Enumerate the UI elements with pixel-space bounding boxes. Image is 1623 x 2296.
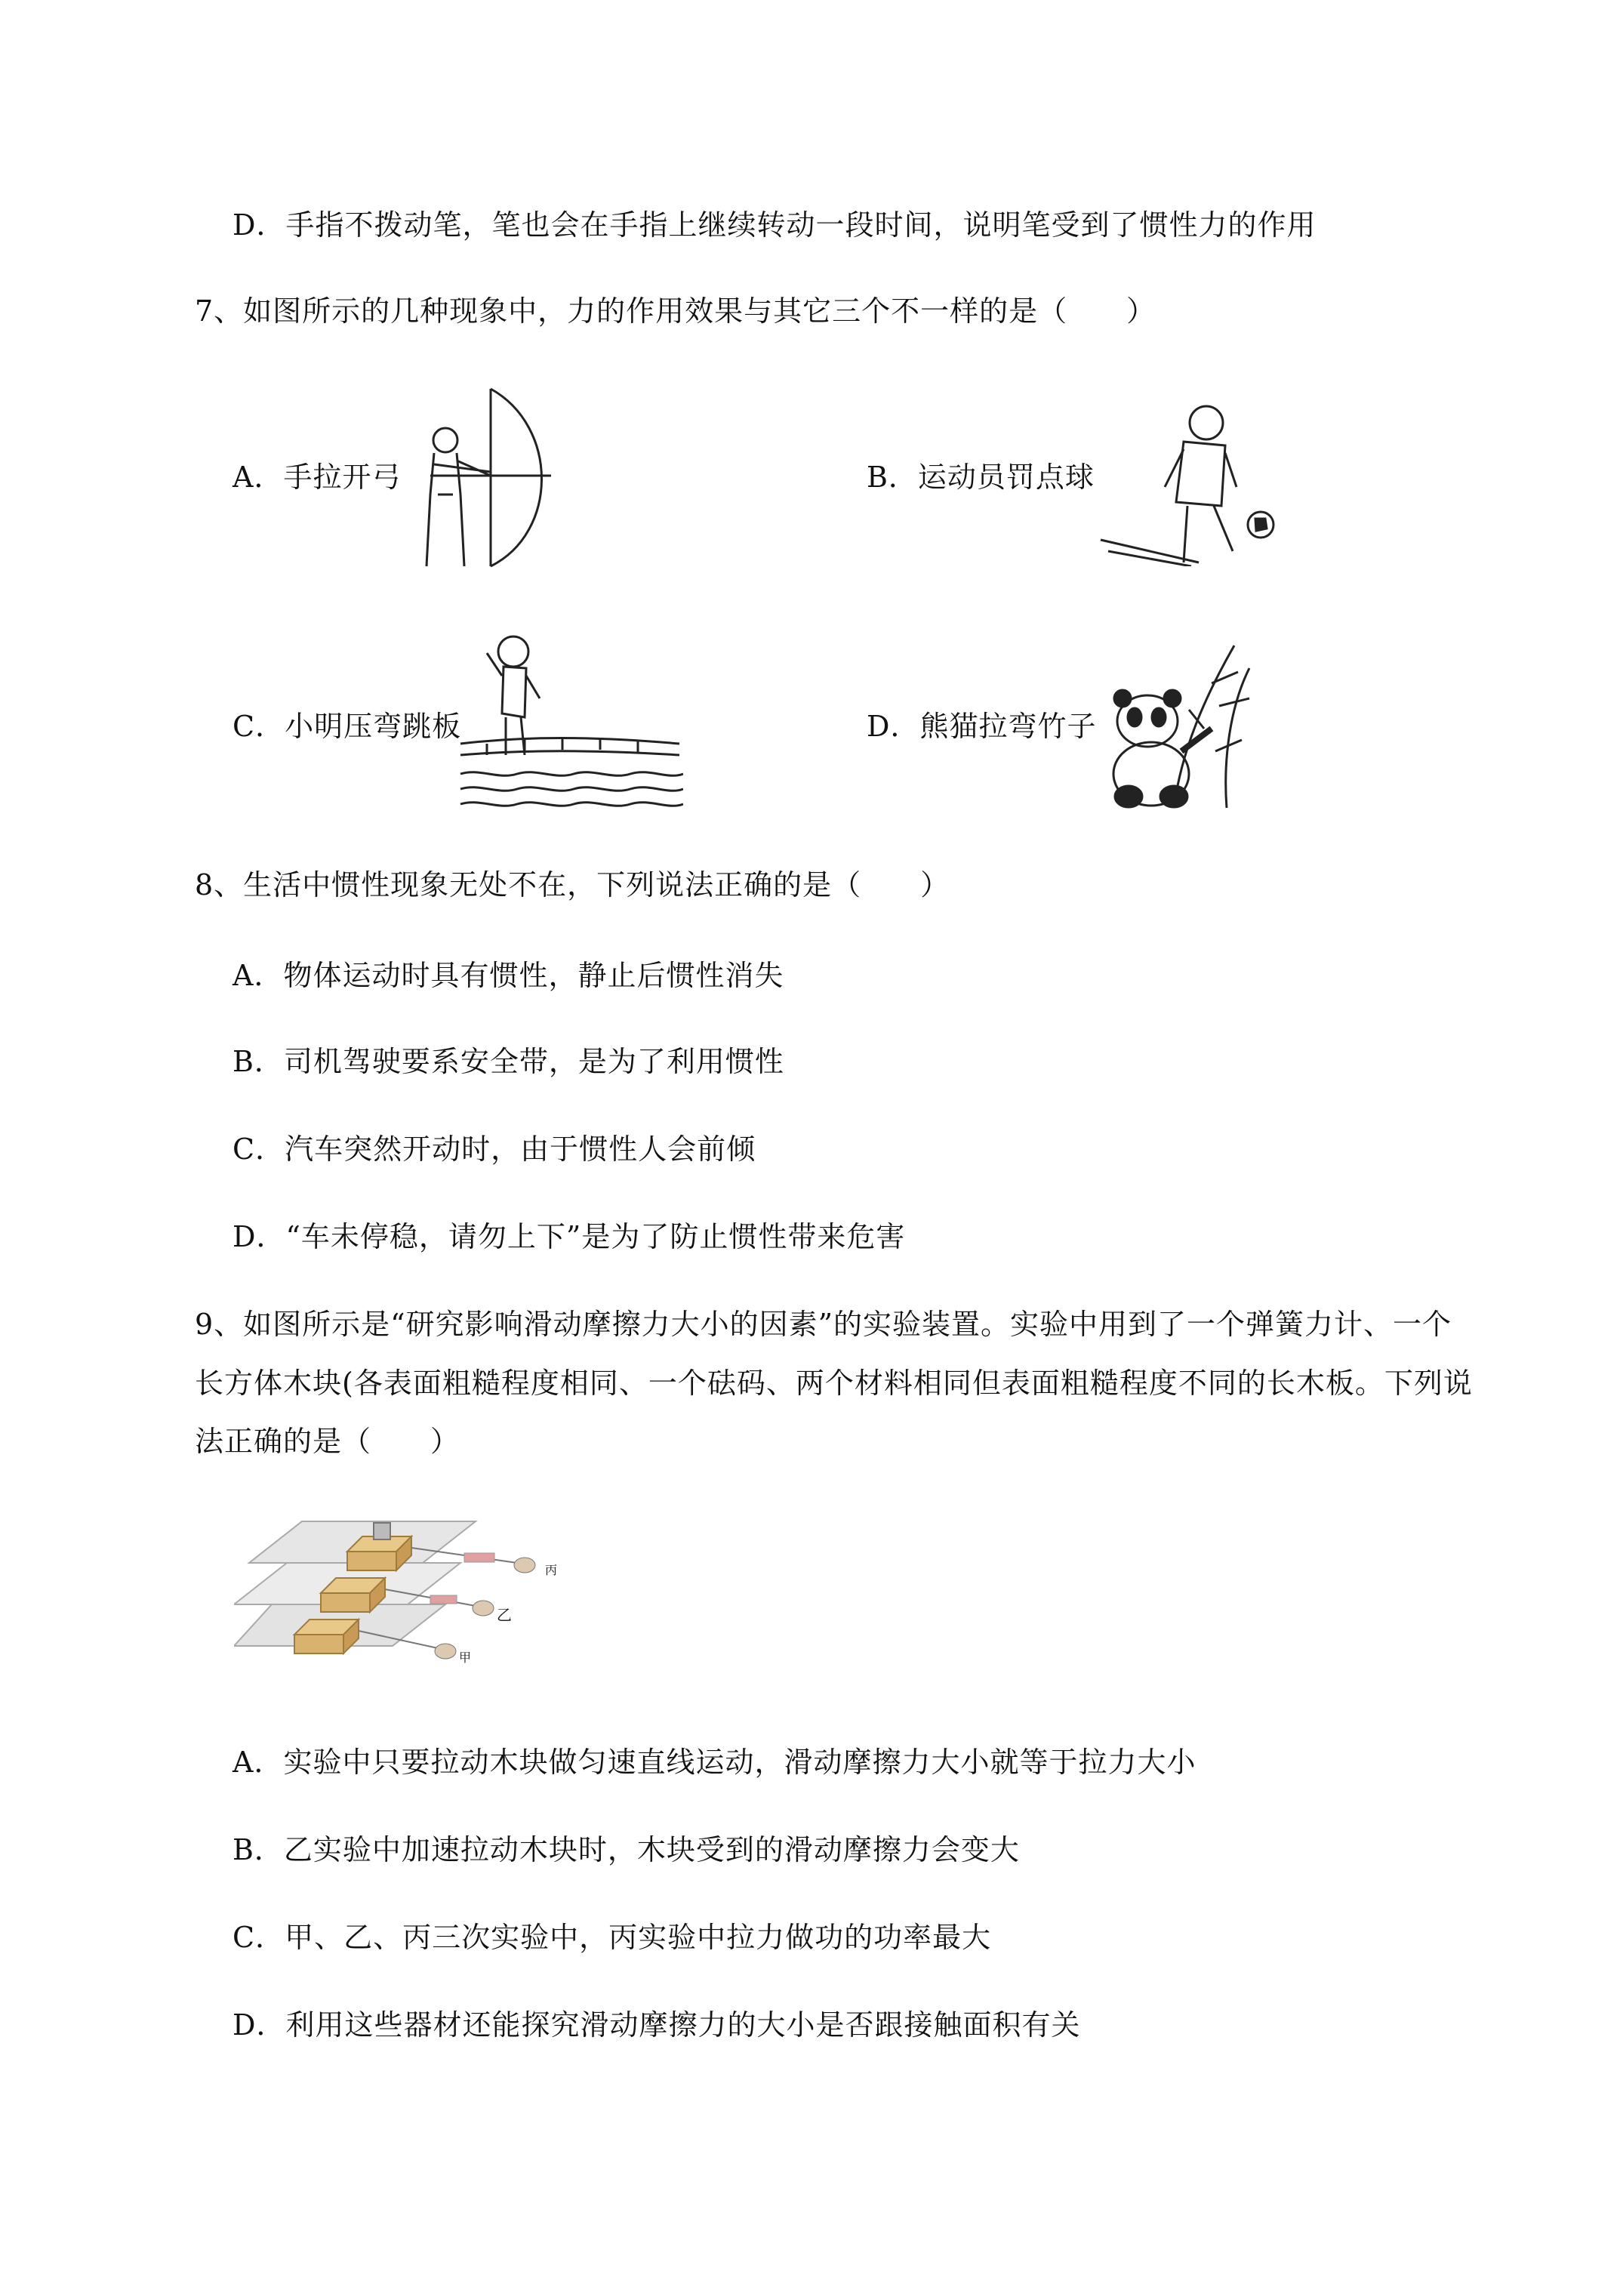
q6-option-d: D．手指不拨动笔，笔也会在手指上继续转动一段时间，说明笔受到了惯性力的作用 (233, 208, 1317, 242)
figure-label-bing: 丙 (545, 1563, 558, 1577)
q9-stem-line-3: 法正确的是（ ） (195, 1425, 460, 1458)
q9-stem-line-2: 长方体木块(各表面粗糙程度相同、一个砝码、两个材料相同但表面粗糙程度不同的长木板。下列说 (195, 1367, 1473, 1400)
q9-stem-line-1: 9、如图所示是“研究影响滑动摩擦力大小的因素”的实验装置。实验中用到了一个弹簧力计、一个 (195, 1308, 1452, 1341)
q7-option-b: B．运动员罚点球 (867, 461, 1095, 494)
q8-option-b: B．司机驾驶要系安全带，是为了利用惯性 (233, 1045, 784, 1078)
q7-stem: 7、如图所示的几种现象中，力的作用效果与其它三个不一样的是（ ） (195, 294, 1156, 328)
q7-option-d: D．熊猫拉弯竹子 (867, 710, 1097, 743)
q9-option-b: B．乙实验中加速拉动木块时，木块受到的滑动摩擦力会变大 (233, 1833, 1020, 1866)
q9-option-a: A．实验中只要拉动木块做匀速直线运动，滑动摩擦力大小就等于拉力大小 (233, 1746, 1196, 1779)
figure-label-yi: 乙 (497, 1606, 512, 1624)
q8-option-d: D．“车未停稳，请勿上下”是为了防止惯性带来危害 (233, 1220, 906, 1253)
q9-option-c: C．甲、乙、丙三次实验中，丙实验中拉力做功的功率最大 (233, 1921, 992, 1954)
q8-option-c: C．汽车突然开动时，由于惯性人会前倾 (233, 1133, 756, 1166)
q7-option-a: A．手拉开弓 (233, 461, 402, 494)
q9-option-d: D．利用这些器材还能探究滑动摩擦力的大小是否跟接触面积有关 (233, 2008, 1081, 2042)
penalty-kick-figure (1093, 389, 1282, 566)
q7-option-c: C．小明压弯跳板 (233, 710, 462, 743)
q8-option-a: A．物体运动时具有惯性，静止后惯性消失 (233, 959, 784, 992)
springboard-figure (457, 630, 683, 815)
panda-bamboo-figure (1098, 638, 1264, 812)
q8-stem: 8、生活中惯性现象无处不在，下列说法正确的是（ ） (195, 868, 950, 901)
archer-figure (400, 381, 559, 570)
friction-experiment-figure (234, 1506, 574, 1687)
figure-label-jia: 甲 (459, 1650, 472, 1665)
